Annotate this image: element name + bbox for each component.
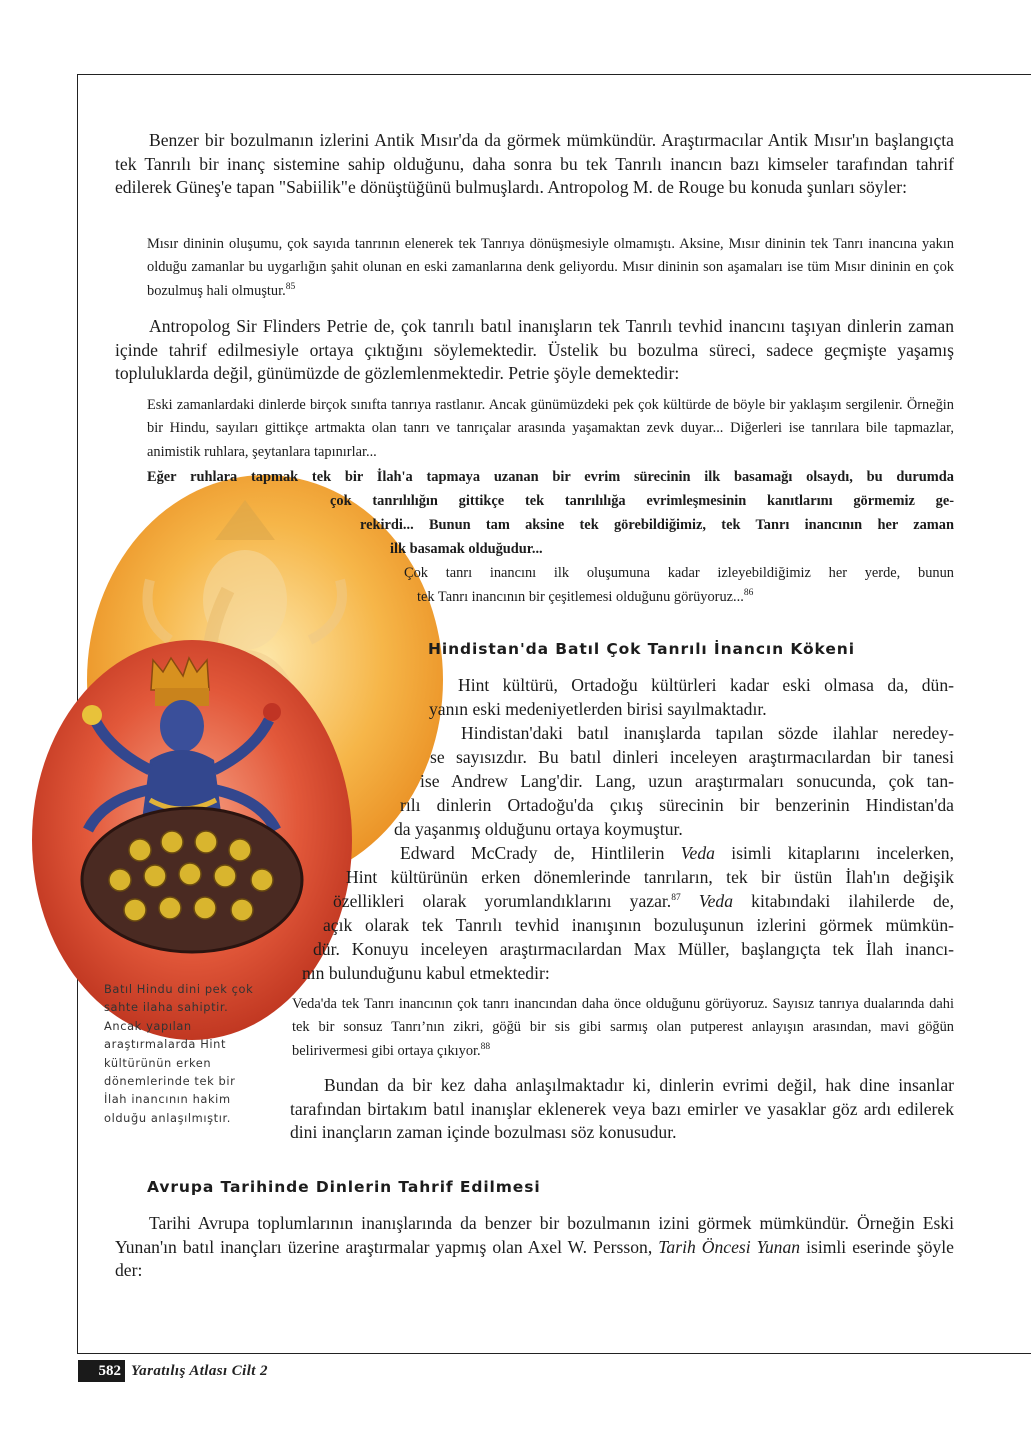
india-line-8-a: Edward McCrady de, Hintlilerin [400,843,665,863]
india-line-6: rılı dinlerin Ortadoğu'da çıkış sürecinin bir benzerinin Hindistan'da [400,795,954,815]
india-line-10-a: özellikleri olarak yorumlandıklarını yazar. [333,891,672,911]
footnote-ref-85: 85 [285,281,296,292]
india-line-12: dür. Konuyu inceleyen araştırmacılardan Max Müller, başlangıçta tek İlah inancı- [313,939,954,959]
india-line-8 [400,842,954,866]
quote-bold-line-2: çok tanrılılığın gittikçe tek tanrılılığa evrimleşmesinin kanıtlarını görmemiz ge- [330,493,954,509]
quote-max-muller-text: Veda'da tek Tanrı inancının çok tanrı inancından daha önce olduğunu görüyoruz. Sayısız tanrıya dualarında dahi tek bir sonsuz Tanrı’nın zikri, göğü bir sis gibi sarmış olan putperest anlayışın arasından, mavi göğün belirivermesi gibi ortaya çıkıyor. [292,996,954,1059]
india-line-7: da yaşanmış olduğunu ortaya koymuştur. [394,819,683,839]
veda-italic-1: Veda [680,843,715,863]
paragraph-europe-b: isimli eserinde şöyle der: [115,1236,954,1281]
heading-europe: Avrupa Tarihinde Dinlerin Tahrif Edilmesi [147,1178,541,1196]
quote-bold-line-1: Eğer ruhlara tapmak tek bir İlah'a tapmaya uzanan bir evrim sürecinin ilk basamağı olsaydı, bu durumda [147,469,954,485]
quote-de-rouge-text: Mısır dininin oluşumu, çok sayıda tanrının elenerek tek Tanrıya dönüşmesiyle olmamıştı. Aksine, Mısır dininin tek Tanrı inancına yakın olduğu zamanlar bu uygarlığın şahit olunan en eski zamanlarına denk geliyordu. Mısır dininin son aşamaları ise tüm Mısır dininin en çok bozulmuş hali olmuştur. [147,236,954,299]
image-caption: Batıl Hindu dini pek çok sahte ilaha sahiptir. Ancak yapılan araştırmalarda Hint kültürünün erken dönemlerinde tek bir İlah inancının hakim olduğu anlaşılmıştır. [104,982,254,1125]
india-line-1: Hint kültürü, Ortadoğu kültürleri kadar eski olmasa da, dün- [458,675,954,695]
book-title-footer: Yaratılış Atlası Cilt 2 [131,1363,268,1379]
paragraph-europe [115,1212,954,1283]
india-line-13: nın bulunduğunu kabul etmektedir: [302,963,550,983]
paragraph-egypt: Benzer bir bozulmanın izlerini Antik Mısır'da da görmek mümkündür. Araştırmacılar Antik Mısır'ın başlangıçta tek Tanrılı bir inanç sistemine sahip olduğunu, daha sonra bu tek Tanrılı inancın bazı kimseler tarafından tahrif edilerek Güneş'e tapan "Sabiilik"e dönüştüğünü bulmuşlardı. Antropolog M. de Rouge bu konuda şunları söyler: [115,130,954,198]
footnote-ref-87: 87 [671,893,681,904]
paragraph-petrie: Antropolog Sir Flinders Petrie de, çok tanrılı batıl inanışların tek Tanrılı tevhid inancını taşıyan dinlerin zaman içinde tahrif edilmesiyle ortaya çıktığını söylemektedir. Üstelik bu bozulma süreci, sadece geçmişte yaşamış topluluklarda değil, günümüzde de gözlemlenmektedir. Petrie şöyle demektedir: [115,316,954,384]
quote-bold-line-4: ilk basamak olduğudur... [390,541,543,557]
india-line-3: Hindistan'daki batıl inanışlarda tapılan sözde ilahlar neredey- [461,723,954,743]
heading-india: Hindistan'da Batıl Çok Tanrılı İnancın Kökeni [428,640,855,658]
india-line-9: Hint kültürünün erken dönemlerinde tanrıların, tek bir üstün İlah'ın değişik [346,867,954,887]
footnote-ref-88: 88 [480,1041,491,1052]
india-line-11: açık olarak tek Tanrılı tevhid inanışının bozuluşunun izlerini görmek mümkün- [323,915,954,935]
india-line-5: ise Andrew Lang'dir. Lang, uzun araştırmaları sonucunda, çok tan- [420,771,954,791]
quote-end-line-2-text: tek Tanrı inancının bir çeşitlemesi olduğunu görüyoruz... [417,589,744,605]
quote-petrie: Eski zamanlardaki dinlerde birçok sınıfta tanrıya rastlanır. Ancak günümüzdeki pek çok kültürde de böyle bir yaklaşım sergilenir. Örneğin bir Hindu, sayıları gittikçe artmakta olan tanrı ve tanrıçalar arasında yaşamaktan zevk duyar... Diğerleri ise tanrılara bile tapmazlar, animistik ruhlara, şeytanlara tapınırlar... [147,397,954,460]
quote-end-line-2 [417,586,753,608]
page-number: 582 [78,1360,125,1382]
india-line-10-b: kitabındaki ilahilerde de, [751,891,954,911]
paragraph-europe-a: Tarihi Avrupa toplumlarının inanışlarında da benzer bir bozulmanın izini görmek mümkündür. Örneğin Eski Yunan'ın batıl inançları üzerine araştırmalar yapmış olan Axel W. Persson, [115,1213,954,1257]
turtle-shell-icon [82,808,302,952]
quote-bold-line-3: rekirdi... Bunun tam aksine tek görebildiğimiz, tek Tanrı inancının her zaman [360,517,954,533]
book-title-italic: Tarih Öncesi Yunan [658,1236,801,1257]
paragraph-conclusion: Bundan da bir kez daha anlaşılmaktadır ki, dinlerin evrimi değil, hak dine insanlar tarafından birtakım batıl inanışlar eklenerek veya bazı emirler ve yasaklar göz ardı edilerek dini inançların zaman içinde bozulması söz konusudur. [290,1075,954,1143]
india-line-10 [333,890,954,914]
india-line-8-b: isimli kitaplarını incelerken, [731,843,954,863]
quote-max-muller [292,993,954,1063]
footnote-ref-86: 86 [743,588,754,599]
quote-end-line-1: Çok tanrı inancını ilk oluşumuna kadar izleyebildiğimiz her yerde, bunun [404,565,954,581]
india-line-2: yanın eski medeniyetlerden birisi sayılmaktadır. [429,699,767,719]
veda-italic-2: Veda [698,891,734,911]
india-line-4: se sayısızdır. Bu batıl dinleri inceleyen araştırmacılardan bir tanesi [430,747,954,767]
